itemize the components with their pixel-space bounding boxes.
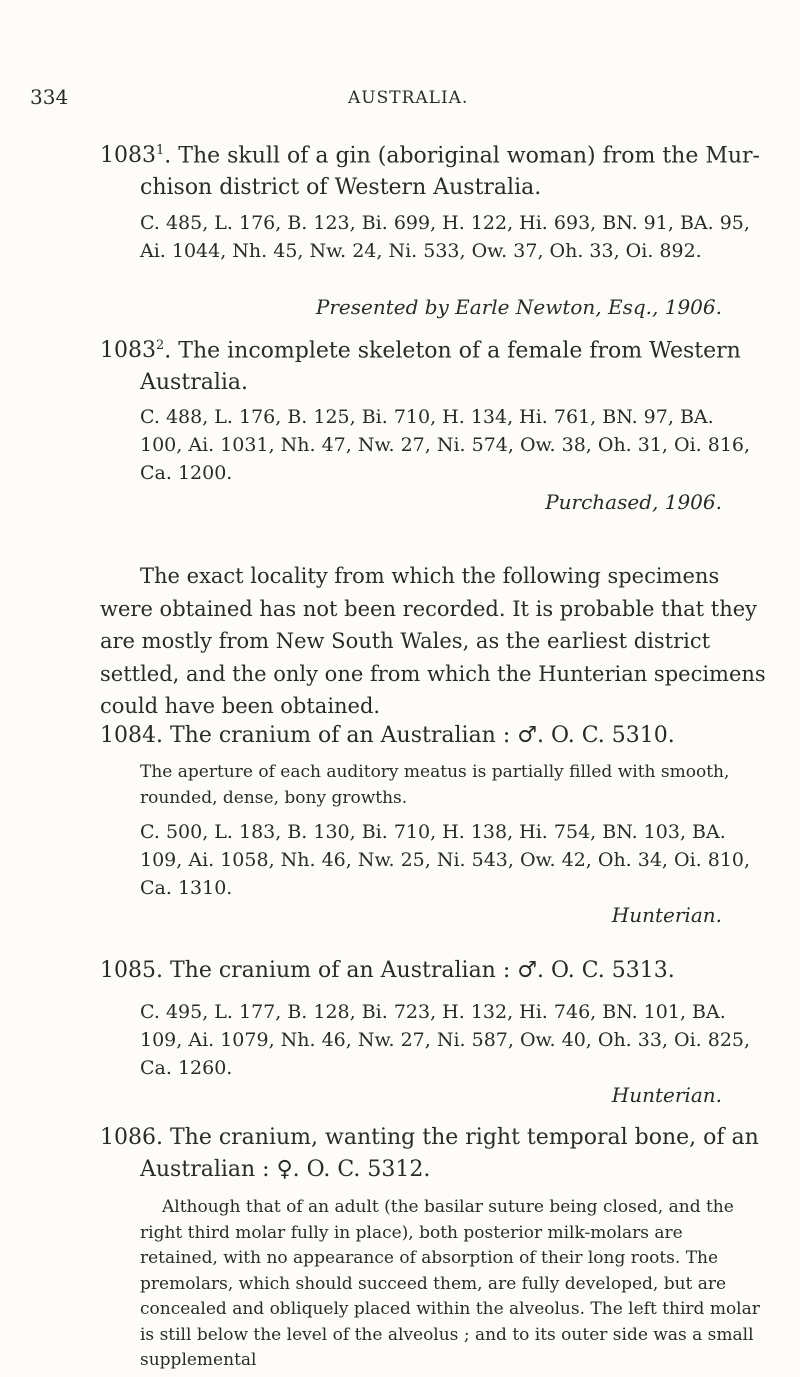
entry-heading-line2: chison district of Western Australia. (140, 175, 542, 201)
entry-heading-line2: Australia. (140, 370, 249, 396)
page-number: 334 (30, 85, 69, 109)
entry-measurements: C. 495, L. 177, B. 128, Bi. 723, H. 132, Hi. 746, BN. 101, BA. 109, Ai. 1079, Nh. 46, Nw. 27, Ni. 587, Ow. 40, Oh. 33, Oi. 825, Ca. 1260. (140, 1001, 751, 1079)
entry-measurements: C. 485, L. 176, B. 123, Bi. 699, H. 122, Hi. 693, BN. 91, BA. 95, Ai. 1044, Nh. 45, Nw. 24, Ni. 533, Ow. 37, Oh. 33, Oi. 892. (140, 212, 750, 262)
entry-heading-line1: . The incomplete skeleton of a female from Western (164, 338, 741, 364)
entry-heading: 1085. The cranium of an Australian : ♂. O. C. 5313. (100, 958, 675, 983)
entry-superscript: 2 (156, 338, 165, 353)
entry-heading (100, 330, 780, 399)
entry-source-text: Purchased, (545, 490, 659, 514)
entry-note: Although that of an adult (the basilar suture being closed, and the right third molar fully in place), both posterior milk-molars are retained, with no appearance of absorption of their long roots. The premolars, which should succeed them, are fully developed, but are concealed and obliquely placed within the alveolus. The left third molar is still below the level of the alveolus ; and to its outer side was a small supplemental (140, 1197, 760, 1370)
entry-source (612, 1083, 722, 1107)
entry-number: 1083 (100, 338, 156, 364)
entry-note: The aperture of each auditory meatus is partially filled with smooth, rounded, dense, bony growths. (140, 762, 730, 808)
entry-superscript: 1 (156, 143, 165, 158)
entry-heading: 1084. The cranium of an Australian : ♂. O. C. 5310. (100, 723, 675, 748)
entry-heading-line1: . The skull of a gin (aboriginal woman) from the Mur- (164, 143, 760, 169)
entry-heading (100, 135, 780, 204)
entry-measurements: C. 488, L. 176, B. 125, Bi. 710, H. 134, Hi. 761, BN. 97, BA. 100, Ai. 1031, Nh. 47, Nw. 27, Ni. 574, Ow. 38, Oh. 31, Oi. 816, Ca. 1200. (140, 406, 751, 484)
entry-source-text: Hunterian. (611, 1083, 722, 1107)
entry-heading (100, 1122, 780, 1186)
entry-measurements: C. 500, L. 183, B. 130, Bi. 710, H. 138, Hi. 754, BN. 103, BA. 109, Ai. 1058, Nh. 46, Nw. 25, Ni. 543, Ow. 42, Oh. 34, Oi. 810, Ca. 1310. (140, 821, 751, 899)
running-head: AUSTRALIA. (348, 88, 469, 108)
entry-number: 1083 (100, 143, 156, 169)
entry-source-year: 1906. (658, 295, 722, 319)
entry-heading-line2: Australian : ♀. O. C. 5312. (140, 1157, 431, 1182)
entry-source (612, 903, 722, 927)
entry-source-year: 1906. (658, 490, 722, 514)
entry-source-text: Hunterian. (611, 903, 722, 927)
intro-paragraph: The exact locality from which the following specimens were obtained has not been recorded. It is probable that they are mostly from New South Wales, as the earliest district settled, and the only one from which the Hunterian specimens could have been obtained. (100, 564, 766, 718)
entry-source (545, 490, 722, 514)
entry-source (316, 295, 722, 319)
entry-source-text: Presented by Earle Newton, Esq., (315, 295, 659, 319)
entry-heading-line1: 1086. The cranium, wanting the right temporal bone, of an (100, 1125, 759, 1150)
